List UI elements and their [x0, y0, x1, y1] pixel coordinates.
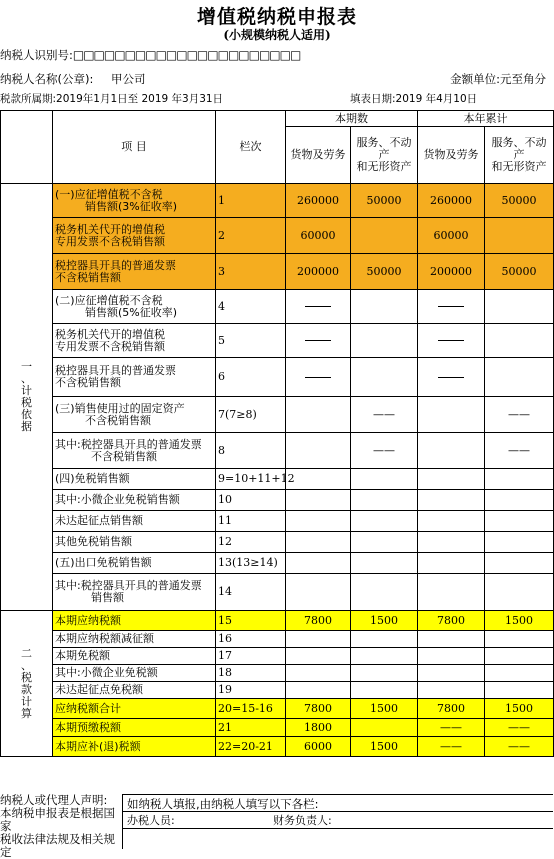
- cell-value[interactable]: [485, 665, 554, 682]
- cell-value[interactable]: [286, 490, 351, 511]
- cell-value[interactable]: 60000: [418, 218, 485, 254]
- cell-value[interactable]: 7800: [286, 611, 351, 631]
- cell-value[interactable]: [418, 574, 485, 611]
- cell-value[interactable]: [485, 511, 554, 532]
- row-col-no: 1: [216, 184, 286, 218]
- table-row: [1, 532, 554, 553]
- cell-value[interactable]: [418, 631, 485, 648]
- cell-value[interactable]: 1800: [286, 719, 351, 737]
- signature-box: [122, 794, 553, 849]
- row-label: (二)应征增值税不含税 销售额(5%征收率): [53, 290, 216, 324]
- row-col-no: 17: [216, 648, 286, 665]
- cell-value[interactable]: [286, 511, 351, 532]
- taxpayer-name-value: 甲公司: [111, 72, 146, 86]
- row-col-no: 20=15-16: [216, 699, 286, 719]
- table-row: [1, 631, 554, 648]
- table-row: [1, 358, 554, 397]
- table-row: [1, 574, 554, 611]
- row-col-no: 3: [216, 254, 286, 290]
- row-label: 本期预缴税额: [53, 719, 216, 737]
- cell-value[interactable]: [351, 648, 418, 665]
- table-row: [1, 511, 554, 532]
- table-row: [1, 682, 554, 699]
- cell-value[interactable]: [418, 490, 485, 511]
- cell-value[interactable]: [351, 682, 418, 699]
- row-label: 其中:小微企业免税销售额: [53, 490, 216, 511]
- cell-dash: ——: [351, 397, 418, 433]
- row-col-no: 8: [216, 433, 286, 469]
- cell-value[interactable]: [418, 682, 485, 699]
- header-year-total: 本年累计: [418, 111, 554, 127]
- header-services: 服务、不动产 和无形资产: [485, 127, 554, 184]
- cell-value[interactable]: [351, 574, 418, 611]
- row-col-no: 11: [216, 511, 286, 532]
- cell-dash: [418, 324, 485, 358]
- table-header-row: [1, 111, 554, 127]
- row-label: 其他免税销售额: [53, 532, 216, 553]
- table-row: [1, 737, 554, 757]
- cell-value[interactable]: [485, 290, 554, 324]
- currency-unit: 金额单位:元至角分: [450, 72, 546, 86]
- row-label: 税控器具开具的普通发票 不含税销售额: [53, 358, 216, 397]
- cell-value[interactable]: 7800: [286, 699, 351, 719]
- table-row: [1, 611, 554, 631]
- row-label: 其中:税控器具开具的普通发票 不含税销售额: [53, 433, 216, 469]
- tax-period: 税款所属期:2019年1月1日至 2019 年3月31日: [0, 93, 224, 105]
- row-label: 未达起征点销售额: [53, 511, 216, 532]
- table-row: [1, 218, 554, 254]
- table-row: [1, 719, 554, 737]
- cell-value[interactable]: [485, 682, 554, 699]
- row-label: 应纳税额合计: [53, 699, 216, 719]
- cell-value[interactable]: [485, 469, 554, 490]
- cell-value[interactable]: [418, 397, 485, 433]
- cell-value[interactable]: [418, 433, 485, 469]
- cell-value[interactable]: 200000: [418, 254, 485, 290]
- cell-dash: [418, 358, 485, 397]
- section-tax-calc: 二 、 税 款 计 算: [1, 611, 53, 757]
- row-label: (四)免税销售额: [53, 469, 216, 490]
- cell-value[interactable]: 1500: [351, 699, 418, 719]
- table-row: [1, 254, 554, 290]
- taxpayer-id-label: 纳税人识别号:: [0, 48, 73, 62]
- cell-value[interactable]: [351, 324, 418, 358]
- row-label: (五)出口免税销售额: [53, 553, 216, 574]
- row-label: 本期应纳税额: [53, 611, 216, 631]
- signature-instruction: 如纳税人填报,由纳税人填写以下各栏:: [127, 797, 319, 811]
- cell-value[interactable]: 50000: [351, 254, 418, 290]
- row-col-no: 7(7≥8): [216, 397, 286, 433]
- cell-value[interactable]: [418, 532, 485, 553]
- header-services: 服务、不动产 和无形资产: [351, 127, 418, 184]
- table-row: [1, 699, 554, 719]
- cell-dash: [286, 358, 351, 397]
- row-col-no: 9=10+11+12: [216, 469, 286, 490]
- row-col-no: 2: [216, 218, 286, 254]
- cell-dash: ——: [485, 719, 554, 737]
- cell-value[interactable]: 1500: [485, 611, 554, 631]
- row-label: 税务机关代开的增值税 专用发票不含税销售额: [53, 324, 216, 358]
- cell-value[interactable]: 1500: [485, 699, 554, 719]
- cell-value[interactable]: 260000: [418, 184, 485, 218]
- cell-value[interactable]: [286, 433, 351, 469]
- header-goods: 货物及劳务: [418, 127, 485, 184]
- taxpayer-name-label: 纳税人名称(公章):: [0, 72, 94, 86]
- header-col-no: 栏次: [216, 111, 286, 184]
- cell-dash: [418, 290, 485, 324]
- row-col-no: 15: [216, 611, 286, 631]
- cell-value[interactable]: [351, 218, 418, 254]
- cell-value[interactable]: [485, 631, 554, 648]
- table-row: [1, 490, 554, 511]
- row-label: (一)应征增值税不含税 销售额(3%征收率): [53, 184, 216, 218]
- cell-dash: ——: [351, 433, 418, 469]
- header-current-period: 本期数: [286, 111, 418, 127]
- row-col-no: 21: [216, 719, 286, 737]
- cell-value[interactable]: [351, 290, 418, 324]
- section-tax-basis: 一 、 计 税 依 据: [1, 184, 53, 611]
- declaration-statement: 纳税人或代理人声明: 本纳税申报表是根据国家 税收法律法规及相关规定: [0, 793, 115, 859]
- cell-value[interactable]: [418, 553, 485, 574]
- cell-value[interactable]: 260000: [286, 184, 351, 218]
- cell-dash: ——: [418, 719, 485, 737]
- table-row: [1, 184, 554, 218]
- cell-value[interactable]: 1500: [351, 611, 418, 631]
- cell-value[interactable]: [351, 631, 418, 648]
- cell-value[interactable]: [351, 511, 418, 532]
- row-col-no: 19: [216, 682, 286, 699]
- table-row: [1, 397, 554, 433]
- form-title: 增值税纳税申报表: [196, 6, 357, 28]
- cell-value[interactable]: [286, 397, 351, 433]
- cell-value[interactable]: 60000: [286, 218, 351, 254]
- cell-value[interactable]: [286, 631, 351, 648]
- table-row: [1, 469, 554, 490]
- cell-value[interactable]: [485, 218, 554, 254]
- cell-value[interactable]: [286, 469, 351, 490]
- cell-value[interactable]: [351, 532, 418, 553]
- cell-value[interactable]: 50000: [351, 184, 418, 218]
- row-col-no: 13(13≥14): [216, 553, 286, 574]
- row-label: 其中:小微企业免税额: [53, 665, 216, 682]
- cell-dash: ——: [485, 397, 554, 433]
- cell-value[interactable]: 50000: [485, 254, 554, 290]
- cell-dash: ——: [418, 737, 485, 757]
- row-label: 其中:税控器具开具的普通发票 销售额: [53, 574, 216, 611]
- cell-value[interactable]: 7800: [418, 611, 485, 631]
- table-row: [1, 648, 554, 665]
- cell-dash: [286, 324, 351, 358]
- cell-dash: ——: [485, 433, 554, 469]
- table-row: [1, 665, 554, 682]
- cell-value[interactable]: [351, 490, 418, 511]
- row-col-no: 6: [216, 358, 286, 397]
- finance-head-field[interactable]: 财务负责人:: [273, 814, 332, 827]
- declaration-table: [0, 110, 554, 757]
- taxpayer-name-row: [0, 71, 146, 87]
- row-col-no: 16: [216, 631, 286, 648]
- row-col-no: 18: [216, 665, 286, 682]
- cell-value[interactable]: [286, 682, 351, 699]
- row-label: 未达起征点免税额: [53, 682, 216, 699]
- form-subtitle: (小规模纳税人适用): [223, 28, 331, 42]
- cell-dash: [286, 290, 351, 324]
- row-label: 本期应补(退)税额: [53, 737, 216, 757]
- row-col-no: 22=20-21: [216, 737, 286, 757]
- cell-value[interactable]: [418, 469, 485, 490]
- row-label: 本期免税额: [53, 648, 216, 665]
- cell-value[interactable]: [485, 648, 554, 665]
- cell-value[interactable]: 6000: [286, 737, 351, 757]
- cell-value[interactable]: [286, 532, 351, 553]
- cell-value[interactable]: [286, 553, 351, 574]
- row-label: (三)销售使用过的固定资产 不含税销售额: [53, 397, 216, 433]
- cell-value[interactable]: 7800: [418, 699, 485, 719]
- cell-value[interactable]: [418, 665, 485, 682]
- table-row: [1, 553, 554, 574]
- cell-dash: ——: [485, 737, 554, 757]
- row-label: 税务机关代开的增值税 专用发票不含税销售额: [53, 218, 216, 254]
- cell-value[interactable]: [351, 719, 418, 737]
- taxpayer-id-boxes[interactable]: □□□□□□□□□□□□□□□□□□□□□□: [72, 48, 301, 62]
- header-blank: [1, 111, 53, 184]
- cell-value[interactable]: [351, 665, 418, 682]
- cell-value[interactable]: [418, 648, 485, 665]
- cell-value[interactable]: [286, 574, 351, 611]
- cell-value[interactable]: [485, 574, 554, 611]
- cell-value[interactable]: 1500: [351, 737, 418, 757]
- cell-value[interactable]: [485, 324, 554, 358]
- row-col-no: 4: [216, 290, 286, 324]
- cell-value[interactable]: [485, 490, 554, 511]
- row-col-no: 5: [216, 324, 286, 358]
- cell-value[interactable]: [351, 358, 418, 397]
- cell-value[interactable]: [485, 553, 554, 574]
- cell-value[interactable]: [351, 553, 418, 574]
- cell-value[interactable]: [418, 511, 485, 532]
- declaration-footer: [0, 793, 553, 859]
- cell-value[interactable]: 200000: [286, 254, 351, 290]
- row-col-no: 14: [216, 574, 286, 611]
- header-goods: 货物及劳务: [286, 127, 351, 184]
- row-label: 税控器具开具的普通发票 不含税销售额: [53, 254, 216, 290]
- cell-value[interactable]: [286, 665, 351, 682]
- header-item: 项 目: [53, 111, 216, 184]
- cell-value[interactable]: 50000: [485, 184, 554, 218]
- cell-value[interactable]: [286, 648, 351, 665]
- row-col-no: 10: [216, 490, 286, 511]
- table-row: [1, 324, 554, 358]
- cell-value[interactable]: [351, 469, 418, 490]
- fill-date: 填表日期:2019 年4月10日: [350, 93, 478, 105]
- handler-field[interactable]: 办税人员:: [127, 814, 175, 827]
- table-row: [1, 433, 554, 469]
- cell-value[interactable]: [485, 358, 554, 397]
- table-row: [1, 290, 554, 324]
- cell-value[interactable]: [485, 532, 554, 553]
- taxpayer-id-row: [0, 47, 300, 63]
- row-col-no: 12: [216, 532, 286, 553]
- row-label: 本期应纳税额减征额: [53, 631, 216, 648]
